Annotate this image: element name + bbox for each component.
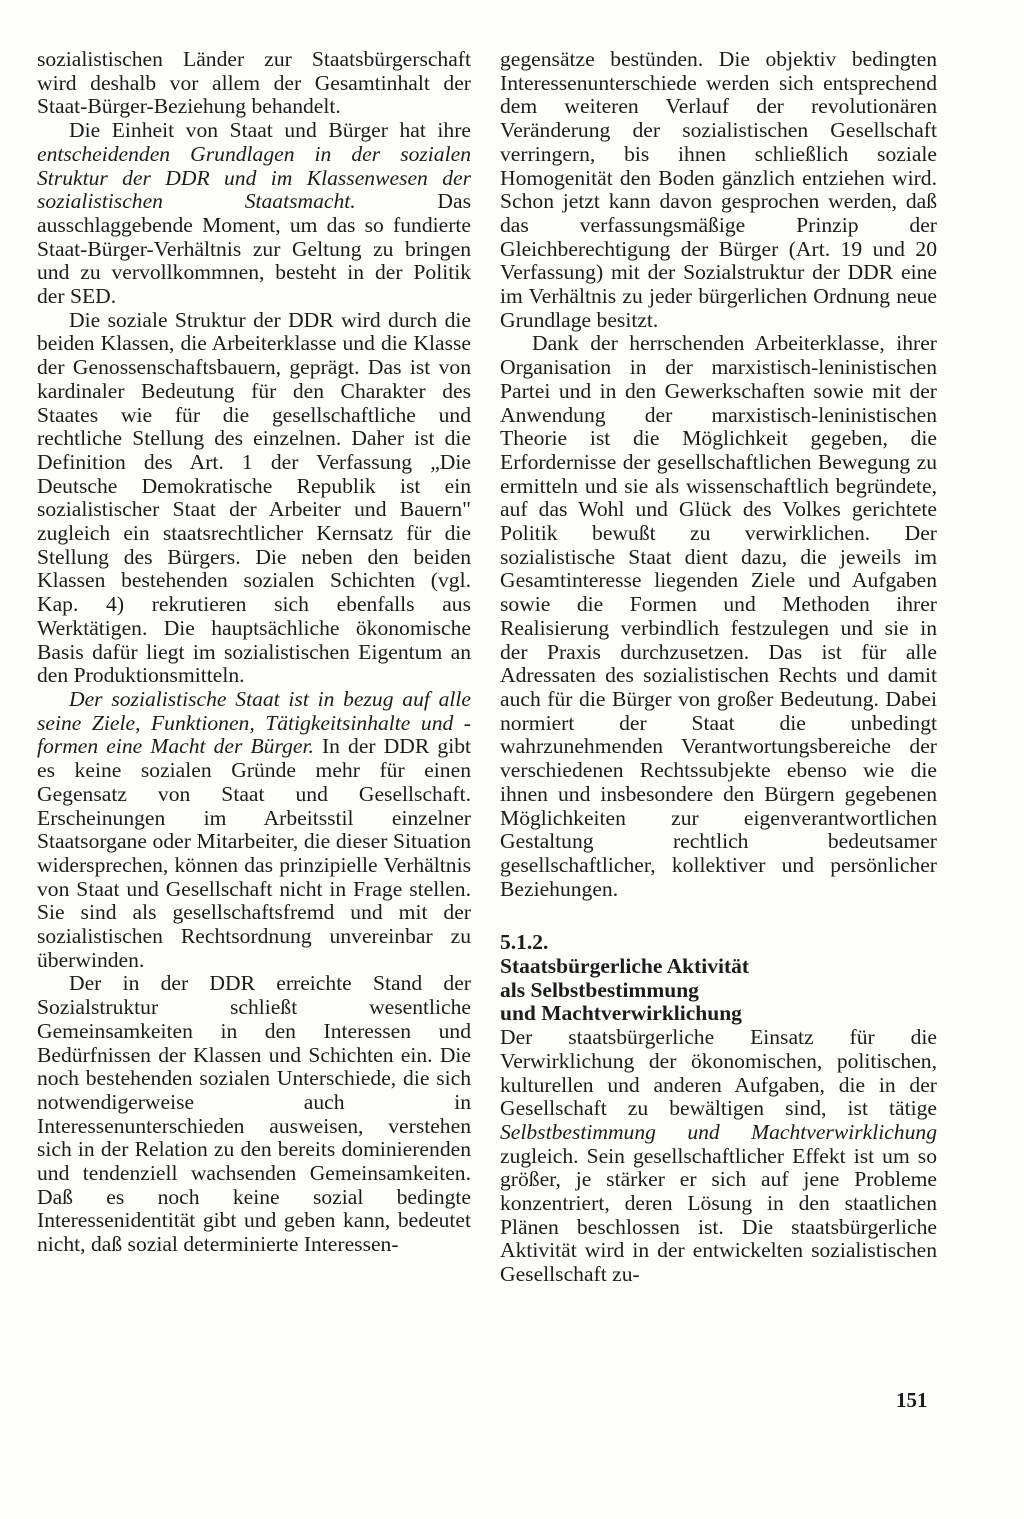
section-number: 5.1.2. <box>500 930 549 955</box>
italic-run: Selbstbestimmung und Machtverwirklichung <box>500 1119 937 1144</box>
paragraph: Dank der herrschenden Arbeiterklasse, ihrer Organisation in der marxistisch-leninistischen Partei und in den Gewerkschaften sowie mit der Anwendung der marxistisch-leninistischen Theorie ist die Möglichkeit gegeben, die Erfordernisse der gesellschaftlichen Bewegung zu ermitteln und sie als wissenschaftlich begründete, auf das Wohl und Glück des Volkes gerichtete Politik bewußt zu verwirklichen. Der sozialistische Staat dient dazu, die jeweils im Gesamtinteresse liegenden Ziele und Aufgaben sowie die Formen und Methoden ihrer Realisierung verbindlich festzulegen und sie in der Praxis durchzusetzen. Das ist für alle Adressaten des sozialistischen Rechts und damit auch für die Bürger von großer Bedeutung. Dabei normiert der Staat die unbedingt wahrzunehmenden Verantwortungsbereiche der verschiedenen Rechtssubjekte ebenso wie die ihnen und insbesondere den Bürgern gegebenen Möglichkeiten zur eigenverantwortlichen Gestaltung rechtlich bedeutsamer gesellschaftlicher, kollektiver und persönlicher Beziehungen. <box>500 331 937 901</box>
italic-run: entscheidenden Grundlagen in der sozialen Struktur der DDR und im Klassenwesen der sozialistischen Staatsmacht. <box>37 141 471 214</box>
text-run: Die Einheit von Staat und Bürger hat ihre <box>69 118 471 143</box>
right-column <box>500 48 937 1287</box>
paragraph: sozialistischen Länder zur Staatsbürgerschaft wird deshalb vor allem der Gesamtinhalt der Staat-Bürger-Beziehung behandelt. <box>37 47 471 119</box>
paragraph: Der in der DDR erreichte Stand der Sozialstruktur schließt wesentliche Gemeinsamkeiten in den Interessen und Bedürfnissen der Klassen und Schichten ein. Die noch bestehenden sozialen Unterschiede, die sich notwendigerweise auch in Interessenunterschieden ausweisen, verstehen sich in der Relation zu den bereits dominierenden und tendenziell wachsenden Gemeinsamkeiten. Daß es noch keine sozial bedingte Interessenidentität gibt und geben kann, bedeutet nicht, daß sozial determinierte Interessen- <box>37 971 471 1257</box>
section-title-line: Staatsbürgerliche Aktivität <box>500 954 750 979</box>
text-run: zugleich. Sein gesellschaftlicher Effekt ist um so größer, je stärker er sich auf jene Probleme konzentriert, deren Lösung in den staatlichen Plänen beschlossen ist. Die staatsbürgerliche Aktivität wird in der entwickelten sozialistischen Gesellschaft zu- <box>500 1143 937 1287</box>
left-column <box>37 48 471 1257</box>
italic-run: Der sozialistische Staat ist in bezug auf alle seine Ziele, Funktionen, Tätigkeitsinhalte und -formen eine Macht der Bürger. <box>37 686 471 759</box>
section-title-line: als Selbstbestimmung <box>500 977 699 1002</box>
paragraph: gegensätze bestünden. Die objektiv bedingten Interessenunterschiede werden sich entsprechend dem weiteren Verlauf der revolutionären Veränderung der sozialistischen Gesellschaft verringern, bis ihnen schließlich soziale Homogenität den Boden gänzlich entziehen wird. Schon jetzt kann davon gesprochen werden, daß das verfassungsmäßige Prinzip der Gleichberechtigung der Bürger (Art. 19 und 20 Verfassung) mit der Sozialstruktur der DDR eine im Verhältnis zu jeder bürgerlichen Ordnung neue Grundlage besitzt. <box>500 47 937 332</box>
paragraph <box>500 1026 937 1287</box>
text-run: Das ausschlaggebende Moment, um das so fundierte Staat-Bürger-Verhältnis zur Geltung zu bringen und zu vervollkommnen, besteht in der Politik der SED. <box>37 189 471 309</box>
section-heading <box>500 931 937 1026</box>
section-title-line: und Machtverwirklichung <box>500 1001 742 1026</box>
paragraph <box>37 688 471 972</box>
page-number: 151 <box>896 1388 928 1412</box>
text-run: In der DDR gibt es keine sozialen Gründe mehr für einen Gegensatz von Staat und Gesellschaft. Erscheinungen im Arbeitsstil einzelner Staatsorgane oder Mitarbeiter, die dieser Situation widersprechen, können das prinzipielle Verhältnis von Staat und Gesellschaft nicht in Frage stellen. Sie sind als gesellschaftsfremd und mit der sozialistischen Rechtsordnung unvereinbar zu überwinden. <box>37 734 471 972</box>
paragraph <box>37 119 471 309</box>
text-run: Der staatsbürgerliche Einsatz für die Verwirklichung der ökonomischen, politischen, kulturellen und anderen Aufgaben, die in der Gesellschaft zu bewältigen sind, ist tätige <box>500 1025 937 1121</box>
paragraph: Die soziale Struktur der DDR wird durch die beiden Klassen, die Arbeiterklasse und die Klasse der Genossenschaftsbauern, geprägt. Das ist von kardinaler Bedeutung für den Charakter des Staates wie für die gesellschaftliche und rechtliche Stellung des einzelnen. Daher ist die Definition des Art. 1 der Verfassung „Die Deutsche Demokratische Republik ist ein sozialistischer Staat der Arbeiter und Bauern" zugleich ein staatsrechtlicher Kernsatz für die Stellung des Bürgers. Die neben den beiden Klassen bestehenden sozialen Schichten (vgl. Kap. 4) rekrutieren sich ebenfalls aus Werktätigen. Die hauptsächliche ökonomische Basis dafür liegt im sozialistischen Eigentum an den Produktionsmitteln. <box>37 307 471 688</box>
